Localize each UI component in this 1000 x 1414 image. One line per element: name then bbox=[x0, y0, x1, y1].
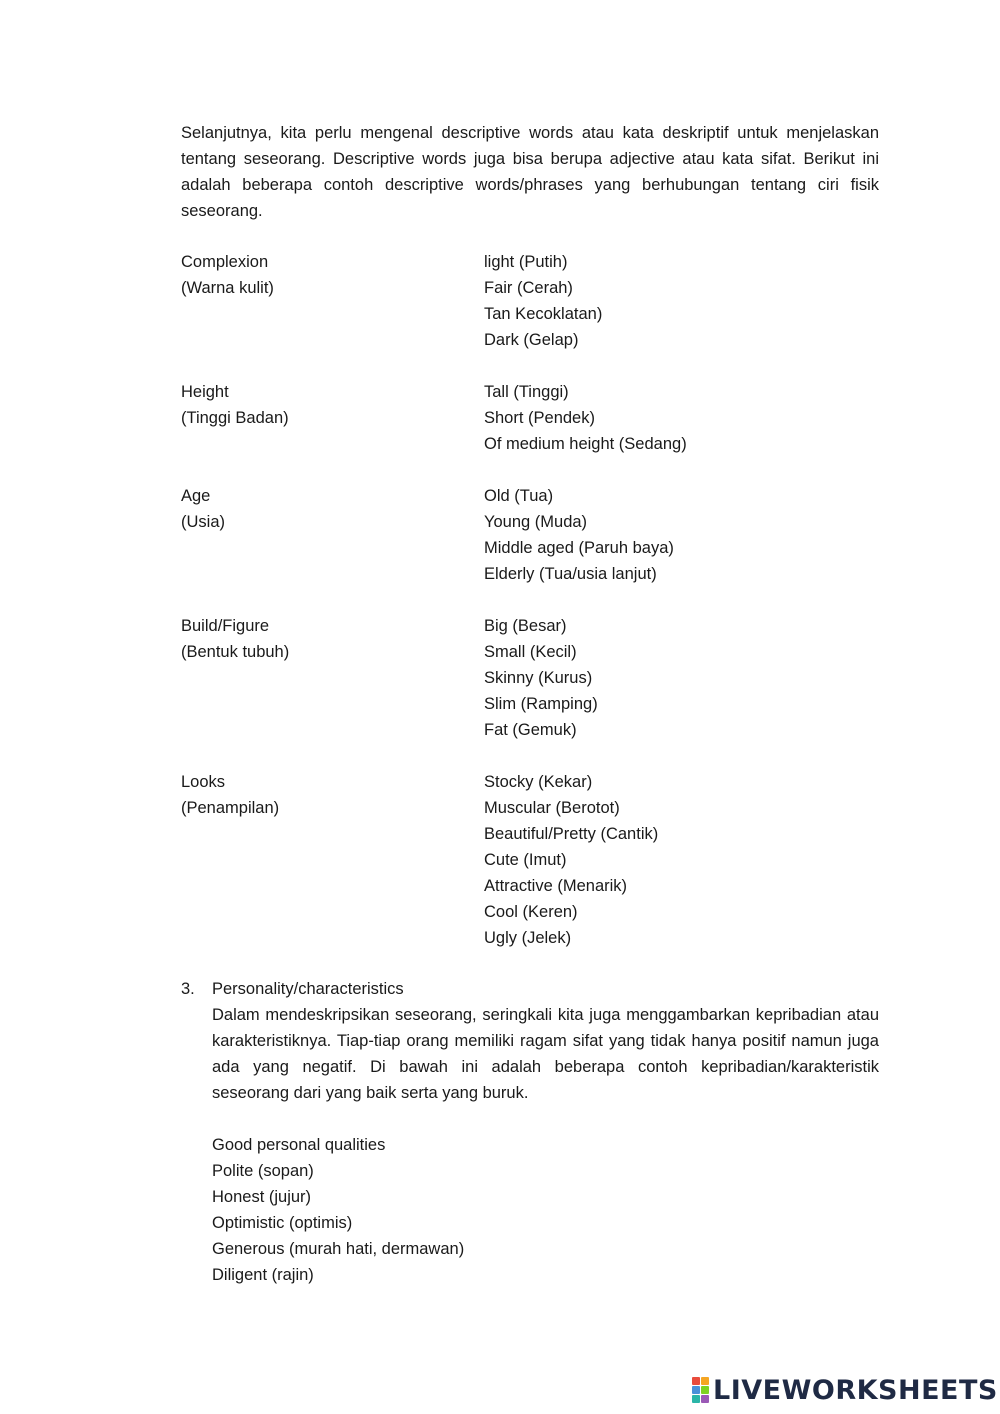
quality-item: Diligent (rajin) bbox=[212, 1266, 314, 1284]
personality-section bbox=[181, 976, 879, 1288]
vocab-group bbox=[181, 613, 881, 743]
vocab-words bbox=[484, 379, 687, 457]
intro-paragraph: Selanjutnya, kita perlu mengenal descriptive words atau kata deskriptif untuk menjelaskan tentang seseorang. Descriptive words juga bisa berupa adjective atau kata sifat. Berikut ini adalah beberapa contoh descriptive words/phrases yang berhubungan tentang ciri fisik seseorang. bbox=[181, 124, 879, 220]
vocab-group bbox=[181, 769, 881, 951]
logo-block bbox=[701, 1377, 709, 1385]
good-qualities-list bbox=[212, 1132, 879, 1288]
vocab-word: Cute (Imut) bbox=[484, 851, 567, 869]
vocab-category bbox=[181, 379, 484, 457]
vocab-category bbox=[181, 249, 484, 353]
liveworksheets-logo-icon bbox=[692, 1377, 709, 1403]
vocab-group bbox=[181, 483, 881, 587]
vocab-word: Ugly (Jelek) bbox=[484, 929, 572, 947]
vocab-word: Beautiful/Pretty (Cantik) bbox=[484, 825, 659, 843]
vocab-word: Stocky (Kekar) bbox=[484, 773, 593, 791]
vocab-words bbox=[484, 613, 598, 743]
section-paragraph: Dalam mendeskripsikan seseorang, seringkali kita juga menggambarkan kepribadian atau karakteristiknya. Tiap-tiap orang memiliki ragam sifat yang tidak hanya positif namun juga ada yang negatif. Di bawah ini adalah beberapa contoh kepribadian/karakteristik seseorang dari yang baik serta yang buruk. bbox=[212, 1006, 879, 1102]
quality-item: Generous (murah hati, dermawan) bbox=[212, 1240, 465, 1258]
vocab-word: Of medium height (Sedang) bbox=[484, 435, 687, 453]
vocab-word: light (Putih) bbox=[484, 253, 568, 271]
vocab-word: Big (Besar) bbox=[484, 617, 567, 635]
liveworksheets-logo[interactable] bbox=[692, 1374, 998, 1406]
vocab-word: Old (Tua) bbox=[484, 487, 554, 505]
brand-text: LIVEWORKSHEETS bbox=[713, 1374, 998, 1406]
vocab-word: Elderly (Tua/usia lanjut) bbox=[484, 565, 657, 583]
logo-block bbox=[692, 1386, 700, 1394]
section-heading bbox=[181, 976, 879, 1002]
section-number: 3. bbox=[181, 980, 195, 998]
qualities-title: Good personal qualities bbox=[212, 1136, 386, 1154]
quality-item: Optimistic (optimis) bbox=[212, 1214, 353, 1232]
vocab-word: Small (Kecil) bbox=[484, 643, 577, 661]
vocab-word: Attractive (Menarik) bbox=[484, 877, 628, 895]
vocab-category bbox=[181, 769, 484, 951]
vocab-category bbox=[181, 613, 484, 743]
category-translation: (Tinggi Badan) bbox=[181, 409, 289, 427]
quality-item: Honest (jujur) bbox=[212, 1188, 312, 1206]
logo-block bbox=[701, 1386, 709, 1394]
vocab-word: Fat (Gemuk) bbox=[484, 721, 577, 739]
vocab-words bbox=[484, 769, 658, 951]
vocab-word: Tall (Tinggi) bbox=[484, 383, 569, 401]
vocab-word: Fair (Cerah) bbox=[484, 279, 573, 297]
descriptive-words-list bbox=[181, 249, 881, 977]
category-translation: (Penampilan) bbox=[181, 799, 280, 817]
category-name: Build/Figure bbox=[181, 617, 270, 635]
vocab-word: Tan Kecoklatan) bbox=[484, 305, 603, 323]
section-title: Personality/characteristics bbox=[212, 980, 404, 998]
vocab-group bbox=[181, 249, 881, 353]
vocab-word: Muscular (Berotot) bbox=[484, 799, 620, 817]
logo-block bbox=[692, 1395, 700, 1403]
vocab-word: Middle aged (Paruh baya) bbox=[484, 539, 674, 557]
logo-block bbox=[692, 1377, 700, 1385]
vocab-word: Dark (Gelap) bbox=[484, 331, 579, 349]
logo-block bbox=[701, 1395, 709, 1403]
category-name: Age bbox=[181, 487, 211, 505]
vocab-category bbox=[181, 483, 484, 587]
quality-item: Polite (sopan) bbox=[212, 1162, 314, 1180]
vocab-words bbox=[484, 249, 602, 353]
vocab-word: Young (Muda) bbox=[484, 513, 588, 531]
vocab-word: Short (Pendek) bbox=[484, 409, 595, 427]
vocab-words bbox=[484, 483, 674, 587]
category-translation: (Warna kulit) bbox=[181, 279, 274, 297]
category-name: Looks bbox=[181, 773, 226, 791]
vocab-word: Cool (Keren) bbox=[484, 903, 578, 921]
category-name: Height bbox=[181, 383, 229, 401]
category-translation: (Usia) bbox=[181, 513, 225, 531]
vocab-group bbox=[181, 379, 881, 457]
category-translation: (Bentuk tubuh) bbox=[181, 643, 290, 661]
vocab-word: Slim (Ramping) bbox=[484, 695, 598, 713]
vocab-word: Skinny (Kurus) bbox=[484, 669, 593, 687]
category-name: Complexion bbox=[181, 253, 269, 271]
